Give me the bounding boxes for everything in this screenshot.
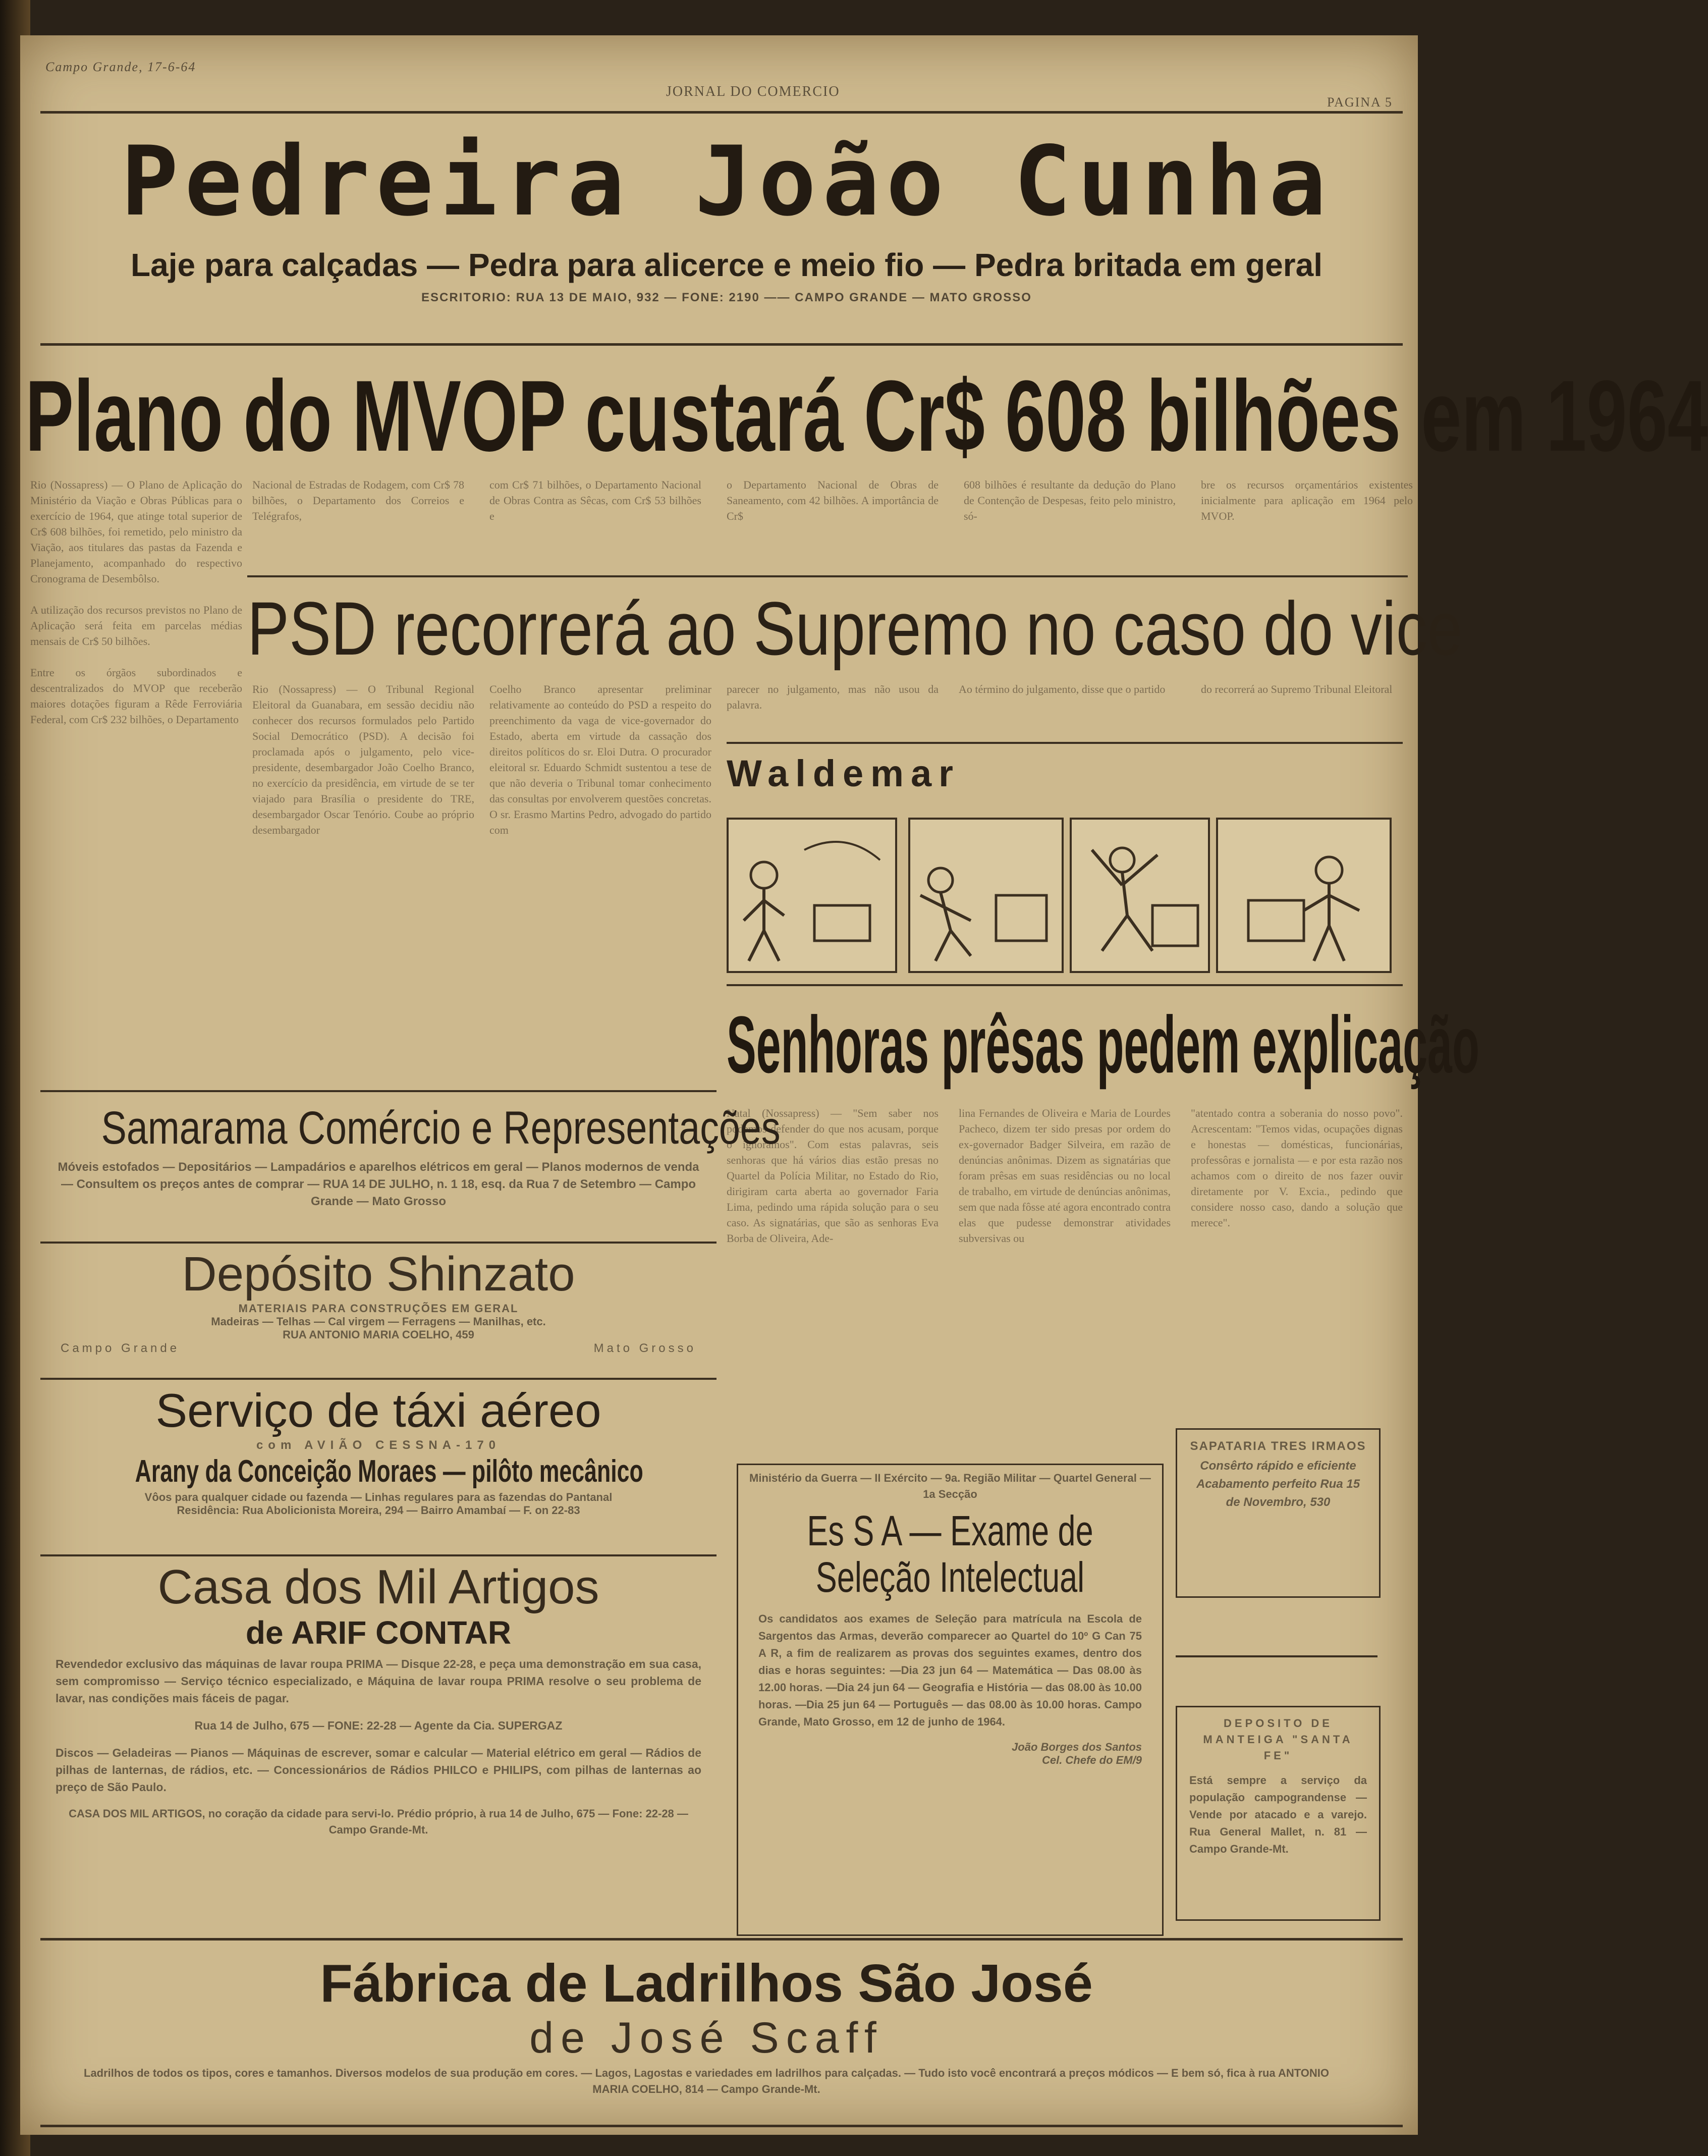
- psd-col-4: Ao término do julgamento, disse que o partido: [959, 683, 1166, 695]
- comic-panel-2: [908, 818, 1064, 973]
- psd-col-5: do recorrerá ao Supremo Tribunal Eleitoral: [1201, 683, 1393, 695]
- mvop-col-5: 608 bilhões é resultante da dedução do Plano de Contenção de Despesas, feito pelo ministro, só-: [964, 478, 1176, 522]
- rule-5: [40, 1090, 717, 1092]
- ad-manteiga-text: Está sempre a serviço da população campograndense — Vende por atacado e a varejo. Rua General Mallet, n. 81 — Campo Grande-Mt.: [1189, 1774, 1367, 1855]
- mvop-text-1: Rio (Nossapress) — O Plano de Aplicação do Ministério da Viação e Obras Públicas para o exercício de 1964, que atinge total superior de Cr$ 608 bilhões, foi remetido, pelo ministro da Viação, aos titulares das pastas da Fazenda e Planejamento, acompanhado do respectivo Cronograma de Desembôlso.: [30, 478, 242, 585]
- headline-psd: PSD recorrerá ao Supremo no caso do vice: [247, 586, 1463, 671]
- ad-ladrilhos-subtitle: de José Scaff: [529, 2014, 884, 2062]
- comic-title: Waldemar: [727, 752, 960, 794]
- ad-taxi-title: Serviço de táxi aéreo: [155, 1384, 601, 1437]
- ad-shinzato-line3: RUA ANTONIO MARIA COELHO, 459: [283, 1328, 474, 1341]
- ad-esa-header: Ministério da Guerra — II Exército — 9a. Região Militar — Quartel General — 1a Secção: [749, 1472, 1151, 1500]
- ad-manteiga-title: DEPOSITO DE MANTEIGA "SANTA FE": [1203, 1717, 1353, 1762]
- mvop-col-6: bre os recursos orçamentários existentes inicialmente para aplicação em 1964 pelo MVOP.: [1201, 478, 1413, 522]
- headline-mvop: Plano do MVOP custará Cr$ 608 bilhões em 1964: [25, 360, 1708, 472]
- rule-6: [40, 1242, 717, 1244]
- headline-mvop-wrap: [25, 358, 1708, 474]
- senhoras-col-3: "atentado contra a soberania do nosso povo". Acrescentam: "Temos vidas, ocupações dignas e honestas — domésticas, funcionárias, professôras e jornalista — e por esta razão nos achamos com o direito de nos fazer ouvir diretamente por V. Excia., pedindo que considere nosso caso, dando a solução que merece".: [1191, 1107, 1403, 1229]
- comic-panel-1: [727, 818, 897, 973]
- ad-taxi-line3: Vôos para qualquer cidade ou fazenda — Linhas regulares para as fazendas do Pantanal: [144, 1491, 613, 1503]
- ad-shinzato-state: Mato Grosso: [593, 1341, 696, 1355]
- ad-ladrilhos-title: Fábrica de Ladrilhos São José: [320, 1954, 1093, 2013]
- ad-mil-artigos: [40, 1559, 717, 1913]
- ad-sapataria: [1176, 1428, 1381, 1598]
- ad-samarama: [40, 1100, 781, 1236]
- ad-samarama-text: Móveis estofados — Depositários — Lampadários e aparelhos elétricos em geral — Planos modernos de venda — Consultem os preços antes de comprar — RUA 14 DE JULHO, n. 1 18, esq. da Rua 7 de Setembro — Campo Grande — Mato Grosso: [58, 1160, 699, 1208]
- ad-sapataria-text: Consêrto rápido e eficiente Acabamento perfeito Rua 15 de Novembro, 530: [1196, 1459, 1360, 1509]
- ad-taxi: [40, 1383, 717, 1549]
- ad-esa: [737, 1464, 1164, 1936]
- ad-manteiga: [1176, 1706, 1381, 1921]
- mvop-text-1b: A utilização dos recursos previstos no Plano de Aplicação será feita em parcelas médias mensais de Cr$ 50 bilhões.: [30, 604, 242, 648]
- header-rule: [40, 111, 1403, 114]
- comic-drawing-2: [910, 820, 1062, 971]
- comic-drawing-1: [729, 820, 895, 971]
- ad-samarama-title: Samarama Comércio e Representações: [101, 1102, 781, 1154]
- ad-mil-subtitle: de ARIF CONTAR: [245, 1614, 512, 1651]
- mvop-col-3: com Cr$ 71 bilhões, o Departamento Nacional de Obras Contra as Sêcas, com Cr$ 53 bilhões e: [489, 478, 701, 522]
- ad-ladrilhos-text: Ladrilhos de todos os tipos, cores e tamanhos. Diversos modelos de sua produção em cores. — Lagos, Lagostas e variedades em ladrilhos para calçadas. — Tudo isto você encontrará a preços módicos — E bem só, fica à rua ANTONIO MARIA COELHO, 814 — Campo Grande-Mt.: [84, 2067, 1329, 2095]
- ad-esa-title1: Es S A — Exame de: [807, 1507, 1093, 1554]
- comic-panel-4: [1216, 818, 1392, 973]
- psd-col-1: Rio (Nossapress) — O Tribunal Regional Eleitoral da Guanabara, em sessão decidiu não conhecer dos recursos formulados pelo Partido Social Democrático (PSD). A decisão foi proclamada após o julgamento, pelo vice-presidente, desembargador João Coelho Branco, no exercício da presidência, em virtude de se ter viajado para Brasília o presidente do TRE, desembargador Oscar Tenório. Coube ao próprio desembargador: [252, 683, 474, 836]
- headline-psd-wrap: [247, 585, 1463, 676]
- newspaper-name: JORNAL DO COMERCIO: [666, 84, 840, 99]
- ad-shinzato-title: Depósito Shinzato: [182, 1247, 575, 1301]
- rule-9: [1176, 1655, 1378, 1657]
- ad-shinzato-line2: Madeiras — Telhas — Cal virgem — Ferragens — Manilhas, etc.: [211, 1315, 546, 1328]
- rule-4: [727, 984, 1403, 986]
- page-number: PAGINA 5: [1327, 95, 1393, 110]
- ad-taxi-line4: Residência: Rua Abolicionista Moreira, 294 — Bairro Amambaí — F. on 22-83: [177, 1504, 580, 1517]
- comic-drawing-3: [1072, 820, 1208, 971]
- ad-shinzato-location: [40, 1341, 717, 1356]
- ad-pedreira-subtitle: Laje para calçadas — Pedra para alicerce e meio fio — Pedra britada em geral: [131, 247, 1323, 283]
- ad-mil-p4: CASA DOS MIL ARTIGOS, no coração da cidade para servi-lo. Prédio próprio, à rua 14 de Julho, 675 — Fone: 22-28 — Campo Grande-Mt.: [69, 1807, 688, 1836]
- mvop-col-1: [30, 477, 242, 1083]
- headline-senhoras-wrap: [727, 994, 1479, 1100]
- rule-1: [40, 343, 1403, 346]
- psd-col-2: Coelho Branco apresentar preliminar relativamente ao conteúdo do PSD a respeito do preenchimento da vaga de vice-governador do Estado, aberta em virtude da cassação dos direitos políticos do sr. Eloi Dutra. O procurador eleitoral sr. Eduardo Schmidt sustentou a tese de que não deveria o Tribunal tomar conhecimento das consultas por envolverem questões concretas. O sr. Erasmo Martins Pedro, advogado do partido com: [489, 683, 711, 836]
- dateline: Campo Grande, 17-6-64: [45, 60, 196, 74]
- rule-7: [40, 1378, 717, 1380]
- ad-esa-text: Os candidatos aos exames de Seleção para matrícula na Escola de Sargentos das Armas, deverão comparecer ao Quartel do 10º G Can 75 A R, a fim de realizarem as provas dos seguintes exames, dentro dos dias e horas seguintes: —Dia 23 jun 64 — Matemática — Das 08.00 às 12.00 horas. —Dia 24 jun 64 — Geografia e História — das 08.00 às 10.00 horas. —Dia 25 jun 64 — Português — das 08.00 às 10.00 horas. Campo Grande, Mato Grosso, em 12 de junho de 1964.: [758, 1612, 1142, 1728]
- rule-10: [40, 1938, 1403, 1941]
- ad-mil-p1: Revendedor exclusivo das máquinas de lavar roupa PRIMA — Disque 22-28, e peça uma demonstração em sua casa, sem compromisso — Serviço técnico especializado, e Máquina de lavar roupa PRIMA resolve o seu problema de lavar, nas condições mais fáceis de pagar.: [56, 1657, 701, 1705]
- ad-esa-signature: [738, 1741, 1162, 1767]
- comic-drawing-4: [1218, 820, 1390, 971]
- ad-esa-sign1: João Borges dos Santos: [1012, 1741, 1142, 1753]
- ad-pedreira-address: ESCRITORIO: RUA 13 DE MAIO, 932 — FONE: 2190 —— CAMPO GRANDE — MATO GROSSO: [421, 291, 1032, 304]
- ad-ladrilhos: [50, 1953, 1362, 2120]
- ad-sapataria-title: SAPATARIA TRES IRMAOS: [1190, 1439, 1366, 1453]
- ad-esa-sign2: Cel. Chefe do EM/9: [1041, 1754, 1142, 1766]
- psd-col-3: parecer no julgamento, mas não usou da palavra.: [727, 683, 939, 711]
- mvop-col-4: o Departamento Nacional de Obras de Saneamento, com 42 bilhões. A importância de Cr$: [727, 478, 939, 522]
- ad-mil-p2: Rua 14 de Julho, 675 — FONE: 22-28 — Agente da Cia. SUPERGAZ: [194, 1719, 563, 1732]
- rule-2: [247, 575, 1408, 577]
- mvop-col-2: Nacional de Estradas de Rodagem, com Cr$ 78 bilhões, o Departamento dos Correios e Telégrafos,: [252, 478, 464, 522]
- ad-pedreira-title: Pedreira João Cunha: [121, 126, 1333, 237]
- senhoras-col-1: Natal (Nossapress) — "Sem saber nos podemos defender do que nos acusam, porque o ignoramos". Com estas palavras, seis senhoras que há vários dias estão presas no Quartel da Polícia Militar, no Estado do Rio, dirigiram carta aberta ao governador Faria Lima, pedindo uma rápida solução para o seu caso. As signatárias, que são as senhoras Eva Borba de Oliveira, Ade-: [727, 1107, 939, 1245]
- ad-shinzato-city: Campo Grande: [61, 1341, 180, 1355]
- ad-taxi-line1: com AVIÃO CESSNA-170: [256, 1438, 501, 1452]
- rule-8: [40, 1554, 717, 1556]
- rule-3: [727, 742, 1403, 744]
- ad-shinzato-line1: MATERIAIS PARA CONSTRUÇÕES EM GERAL: [238, 1302, 519, 1315]
- mvop-text-1c: Entre os órgãos subordinados e descentralizados do MVOP que receberão maiores dotações figuram a Rêde Ferroviária Federal, com Cr$ 232 bilhões, o Departamento: [30, 666, 242, 726]
- senhoras-col-2: lina Fernandes de Oliveira e Maria de Lourdes Pacheco, dizem ter sido presas por ordem do ex-governador Badger Silveira, em razão de denúncias anônimas. Dizem as signatárias que foram prêsas em suas residências ou no local de trabalho, em virtude de denúncias anônimas, sem que nada fôsse até agora encontrado contra elas que pudesse demonstrar atividades subversivas ou: [959, 1107, 1171, 1245]
- ad-taxi-line2: Arany da Conceição Moraes — pilôto mecânico: [135, 1454, 643, 1489]
- ad-mil-title: Casa dos Mil Artigos: [157, 1560, 599, 1614]
- ad-mil-p3: Discos — Geladeiras — Pianos — Máquinas de escrever, somar e calcular — Material elétrico em geral — Rádios de pilhas de lanternas, de rádios, etc. — Concessionários de Rádios PHILCO e PHILIPS, com pilhas de lanternas ao preço de São Paulo.: [56, 1746, 701, 1794]
- ad-esa-title2: Seleção Intelectual: [815, 1553, 1085, 1601]
- newspaper-page: [20, 35, 1708, 2135]
- ad-pedreira: [81, 126, 1372, 305]
- ad-shinzato: [40, 1247, 717, 1373]
- headline-senhoras: Senhoras prêsas pedem explicação: [727, 999, 1479, 1090]
- comic-panel-3: [1070, 818, 1210, 973]
- rule-11: [40, 2125, 1403, 2127]
